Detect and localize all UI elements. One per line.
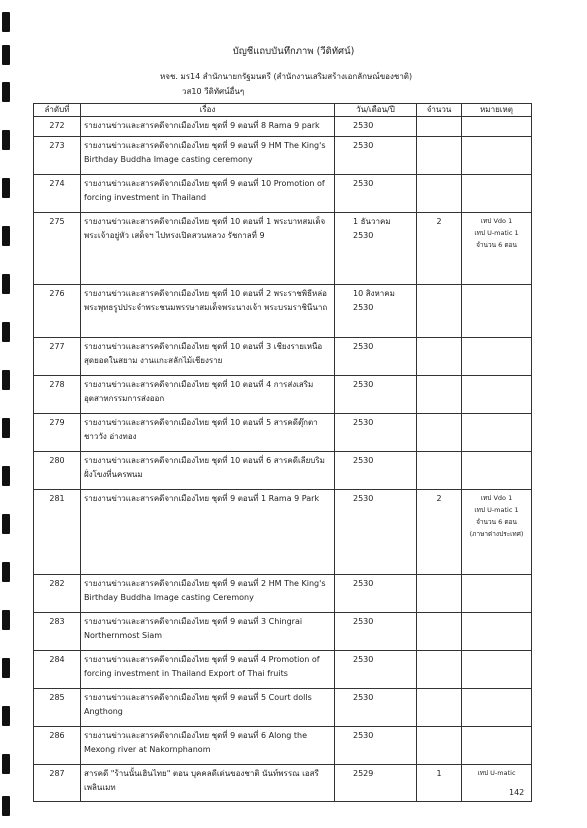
table-row	[34, 213, 532, 285]
cell-no: 280	[34, 452, 81, 490]
cell-date: 2530	[335, 376, 417, 414]
remark-line: เทป U-matic 1	[474, 229, 519, 237]
binding-hole	[2, 370, 10, 390]
cell-no: 273	[34, 137, 81, 175]
cell-title: รายงานข่าวและสารคดีจากเมืองไทย ชุดที่ 9 ตอนที่ 10 Promotion of forcing investment in Thailand	[81, 175, 335, 213]
cell-qty	[417, 137, 462, 175]
binding-hole	[2, 562, 10, 582]
binding-hole	[2, 610, 10, 630]
cell-qty	[417, 575, 462, 613]
cell-qty: 2	[417, 490, 462, 575]
binding-hole	[2, 796, 10, 816]
binding-hole	[2, 82, 10, 102]
remark-line: จำนวน 6 ตอน	[476, 518, 517, 526]
cell-title: รายงานข่าวและสารคดีจากเมืองไทย ชุดที่ 10 ตอนที่ 1 พระบาทสมเด็จพระเจ้าอยู่หัว เสด็จฯ ไปทรงเปิดสวนหลวง รัชกาลที่ 9	[81, 213, 335, 285]
binding-hole	[2, 178, 10, 198]
cell-qty	[417, 414, 462, 452]
binding-hole	[2, 274, 10, 294]
cell-title: รายงานข่าวและสารคดีจากเมืองไทย ชุดที่ 10 ตอนที่ 3 เชียงรายเหนือสุดยอดในสยาม งานแกะสลักไม้เชียงราย	[81, 338, 335, 376]
cell-remark	[462, 137, 532, 175]
cell-no: 284	[34, 651, 81, 689]
inventory-table	[33, 103, 532, 802]
cell-date: 2530	[335, 651, 417, 689]
table-row	[34, 414, 532, 452]
header-title: เรื่อง	[81, 104, 335, 117]
table-row	[34, 689, 532, 727]
cell-title: รายงานข่าวและสารคดีจากเมืองไทย ชุดที่ 10 ตอนที่ 2 พระราชพิธีหล่อพระพุทธรูปประจำพระชนมพรรษาสมเด็จพระนางเจ้า พระบรมราชินีนาถ	[81, 285, 335, 338]
cell-no: 287	[34, 765, 81, 802]
cell-no: 277	[34, 338, 81, 376]
cell-no: 276	[34, 285, 81, 338]
cell-title: รายงานข่าวและสารคดีจากเมืองไทย ชุดที่ 9 ตอนที่ 4 Promotion of forcing investment in Thailand Export of Thai fruits	[81, 651, 335, 689]
table-row	[34, 285, 532, 338]
cell-remark	[462, 575, 532, 613]
binding-hole	[2, 226, 10, 246]
remark-line: เทป Vdo 1	[480, 217, 513, 225]
binding-hole	[2, 754, 10, 774]
cell-qty	[417, 376, 462, 414]
cell-remark	[462, 651, 532, 689]
table-row	[34, 137, 532, 175]
binding-hole	[2, 658, 10, 678]
cell-title: รายงานข่าวและสารคดีจากเมืองไทย ชุดที่ 10 ตอนที่ 5 สารคดีตุ๊กตาชาววัง อ่างทอง	[81, 414, 335, 452]
cell-date: 2530	[335, 175, 417, 213]
table-row	[34, 575, 532, 613]
binding-hole	[2, 322, 10, 342]
cell-remark	[462, 414, 532, 452]
cell-remark	[462, 117, 532, 137]
series-line: วส10 วีดิทัศน์อื่นๆ	[182, 87, 245, 96]
remark-line: เทป U-matic 1	[474, 506, 519, 514]
remark-line: จำนวน 6 ตอน	[476, 241, 517, 249]
cell-title: รายงานข่าวและสารคดีจากเมืองไทย ชุดที่ 10 ตอนที่ 4 การส่งเสริมอุตสาหกรรมการส่งออก	[81, 376, 335, 414]
binding-hole	[2, 418, 10, 438]
header-no: ลำดับที่	[34, 104, 81, 117]
cell-title: สารคดี "ร้านนั้นเฮินไทย" ตอน บุคคลดีเด่นของชาติ นันท์พรรณ เอสรี เพลินเมท	[81, 765, 335, 802]
cell-title: รายงานข่าวและสารคดีจากเมืองไทย ชุดที่ 9 ตอนที่ 9 HM The King's Birthday Buddha Image casting ceremony	[81, 137, 335, 175]
document-title: บัญชีแถบบันทึกภาพ (วีดิทัศน์)	[232, 46, 355, 57]
cell-no: 279	[34, 414, 81, 452]
header-remark: หมายเหตุ	[462, 104, 532, 117]
table-body	[34, 117, 532, 802]
binding-hole	[2, 466, 10, 486]
cell-qty	[417, 117, 462, 137]
table-row	[34, 651, 532, 689]
cell-qty	[417, 613, 462, 651]
cell-title: รายงานข่าวและสารคดีจากเมืองไทย ชุดที่ 9 ตอนที่ 3 Chingrai Northernmost Siam	[81, 613, 335, 651]
cell-title: รายงานข่าวและสารคดีจากเมืองไทย ชุดที่ 10 ตอนที่ 6 สารคดีเลียบริมฝั่งโขงที่นครพนม	[81, 452, 335, 490]
cell-remark	[462, 490, 532, 575]
cell-title: รายงานข่าวและสารคดีจากเมืองไทย ชุดที่ 9 ตอนที่ 5 Court dolls Angthong	[81, 689, 335, 727]
table-row	[34, 490, 532, 575]
table-row	[34, 376, 532, 414]
table-row	[34, 117, 532, 137]
cell-date: 2530	[335, 490, 417, 575]
table-row	[34, 613, 532, 651]
table-row	[34, 338, 532, 376]
cell-qty	[417, 285, 462, 338]
header-qty: จำนวน	[417, 104, 462, 117]
cell-remark	[462, 613, 532, 651]
cell-date: 2530	[335, 117, 417, 137]
cell-qty	[417, 452, 462, 490]
cell-no: 281	[34, 490, 81, 575]
table-row	[34, 727, 532, 765]
remark-line: เทป Vdo 1	[480, 494, 513, 502]
cell-remark	[462, 727, 532, 765]
cell-date: 2530	[335, 727, 417, 765]
cell-remark	[462, 338, 532, 376]
cell-date: 2530	[335, 613, 417, 651]
cell-title: รายงานข่าวและสารคดีจากเมืองไทย ชุดที่ 9 ตอนที่ 8 Rama 9 park	[81, 117, 335, 137]
cell-date: 2530	[335, 575, 417, 613]
page-number: 142	[509, 788, 525, 797]
cell-no: 272	[34, 117, 81, 137]
cell-qty	[417, 689, 462, 727]
cell-title: รายงานข่าวและสารคดีจากเมืองไทย ชุดที่ 9 ตอนที่ 6 Along the Mexong river at Nakornphanom	[81, 727, 335, 765]
cell-title: รายงานข่าวและสารคดีจากเมืองไทย ชุดที่ 9 ตอนที่ 2 HM The King's Birthday Buddha Image casting Ceremony	[81, 575, 335, 613]
cell-qty	[417, 175, 462, 213]
cell-date: 10 สิงหาคม 2530	[335, 285, 417, 338]
remark-line: เทป U-matic	[477, 769, 516, 777]
cell-remark	[462, 175, 532, 213]
cell-date: 1 ธันวาคม 2530	[335, 213, 417, 285]
table-row	[34, 175, 532, 213]
cell-qty	[417, 727, 462, 765]
table-header-row	[34, 104, 532, 117]
cell-date: 2530	[335, 137, 417, 175]
cell-no: 275	[34, 213, 81, 285]
cell-remark	[462, 285, 532, 338]
binding-hole	[2, 130, 10, 150]
cell-remark	[462, 689, 532, 727]
cell-remark	[462, 213, 532, 285]
table-row	[34, 765, 532, 802]
cell-qty	[417, 651, 462, 689]
binding-hole	[2, 12, 10, 32]
cell-date: 2530	[335, 452, 417, 490]
cell-no: 285	[34, 689, 81, 727]
cell-remark	[462, 376, 532, 414]
cell-qty: 2	[417, 213, 462, 285]
cell-qty: 1	[417, 765, 462, 802]
cell-no: 274	[34, 175, 81, 213]
cell-no: 282	[34, 575, 81, 613]
cell-qty	[417, 338, 462, 376]
cell-no: 278	[34, 376, 81, 414]
binding-hole	[2, 706, 10, 726]
remark-line: (ภาษาต่างประเทศ)	[469, 530, 524, 538]
cell-date: 2529	[335, 765, 417, 802]
binding-hole	[2, 514, 10, 534]
binding-holes	[0, 0, 12, 828]
cell-date: 2530	[335, 414, 417, 452]
cell-no: 283	[34, 613, 81, 651]
cell-date: 2530	[335, 689, 417, 727]
cell-title: รายงานข่าวและสารคดีจากเมืองไทย ชุดที่ 9 ตอนที่ 1 Rama 9 Park	[81, 490, 335, 575]
agency-line: หจช. มร14 สำนักนายกรัฐมนตรี (สำนักงานเสริมสร้างเอกลักษณ์ของชาติ)	[160, 72, 413, 81]
table-row	[34, 452, 532, 490]
cell-date: 2530	[335, 338, 417, 376]
header-date: วัน/เดือน/ปี	[335, 104, 417, 117]
cell-no: 286	[34, 727, 81, 765]
cell-remark	[462, 452, 532, 490]
